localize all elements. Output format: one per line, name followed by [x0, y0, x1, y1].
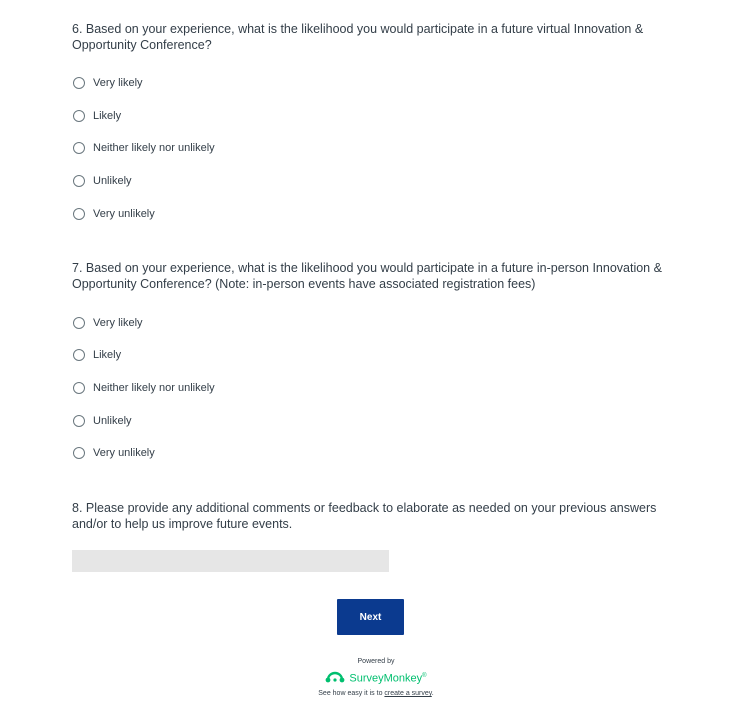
- option-label: Likely: [93, 349, 122, 361]
- comments-input[interactable]: [72, 550, 389, 572]
- option-label: Unlikely: [93, 415, 132, 427]
- q7-option-likely[interactable]: [72, 345, 121, 365]
- option-label: Very unlikely: [93, 208, 155, 220]
- question-8: [72, 500, 682, 532]
- next-button[interactable]: Next: [337, 599, 404, 635]
- option-label: Neither likely nor unlikely: [93, 382, 215, 394]
- tagline-prefix: See how easy it is to: [318, 690, 383, 697]
- radio-button[interactable]: [73, 317, 85, 329]
- q7-option-neither[interactable]: [72, 378, 215, 398]
- surveymonkey-icon: [325, 671, 345, 683]
- question-7: [72, 260, 682, 459]
- registered-mark: ®: [422, 672, 427, 679]
- q7-option-unlikely[interactable]: [72, 411, 132, 431]
- option-label: Unlikely: [93, 175, 132, 187]
- radio-button[interactable]: [73, 142, 85, 154]
- create-survey-link[interactable]: create a survey: [384, 690, 432, 697]
- question-8-title: 8. Please provide any additional comments or feedback to elaborate as needed on your previous answers and/or to help us improve future events.: [72, 501, 657, 531]
- question-7-title: 7. Based on your experience, what is the likelihood you would participate in a future in-person Innovation & Opportunity Conference? (Note: in-person events have associated registration fees): [72, 261, 662, 291]
- radio-button[interactable]: [73, 77, 85, 89]
- q7-option-very-unlikely[interactable]: [72, 443, 155, 463]
- surveymonkey-logo[interactable]: [0, 669, 752, 685]
- option-label: Likely: [93, 110, 122, 122]
- q6-option-likely[interactable]: [72, 106, 121, 126]
- radio-button[interactable]: [73, 208, 85, 220]
- radio-button[interactable]: [73, 447, 85, 459]
- option-label: Very unlikely: [93, 447, 155, 459]
- create-survey-tagline: [0, 689, 752, 699]
- option-label: Very likely: [93, 317, 143, 329]
- brand-name-text: SurveyMonkey: [349, 672, 423, 685]
- powered-by-text: Powered by: [357, 658, 395, 665]
- tagline-suffix: .: [431, 690, 434, 697]
- powered-by-footer: [0, 657, 752, 699]
- option-label: Very likely: [93, 77, 143, 89]
- question-6-title: 6. Based on your experience, what is the likelihood you would participate in a future virtual Innovation & Opportunity Conference?: [72, 22, 644, 52]
- q6-option-neither[interactable]: [72, 138, 215, 158]
- radio-button[interactable]: [73, 415, 85, 427]
- q6-option-unlikely[interactable]: [72, 171, 132, 191]
- radio-button[interactable]: [73, 175, 85, 187]
- question-6: [72, 21, 682, 220]
- radio-button[interactable]: [73, 349, 85, 361]
- brand-name: [349, 668, 426, 687]
- option-label: Neither likely nor unlikely: [93, 142, 215, 154]
- radio-button[interactable]: [73, 382, 85, 394]
- q7-option-very-likely[interactable]: [72, 313, 143, 333]
- q6-option-very-likely[interactable]: [72, 73, 143, 93]
- radio-button[interactable]: [73, 110, 85, 122]
- q6-option-very-unlikely[interactable]: [72, 204, 155, 224]
